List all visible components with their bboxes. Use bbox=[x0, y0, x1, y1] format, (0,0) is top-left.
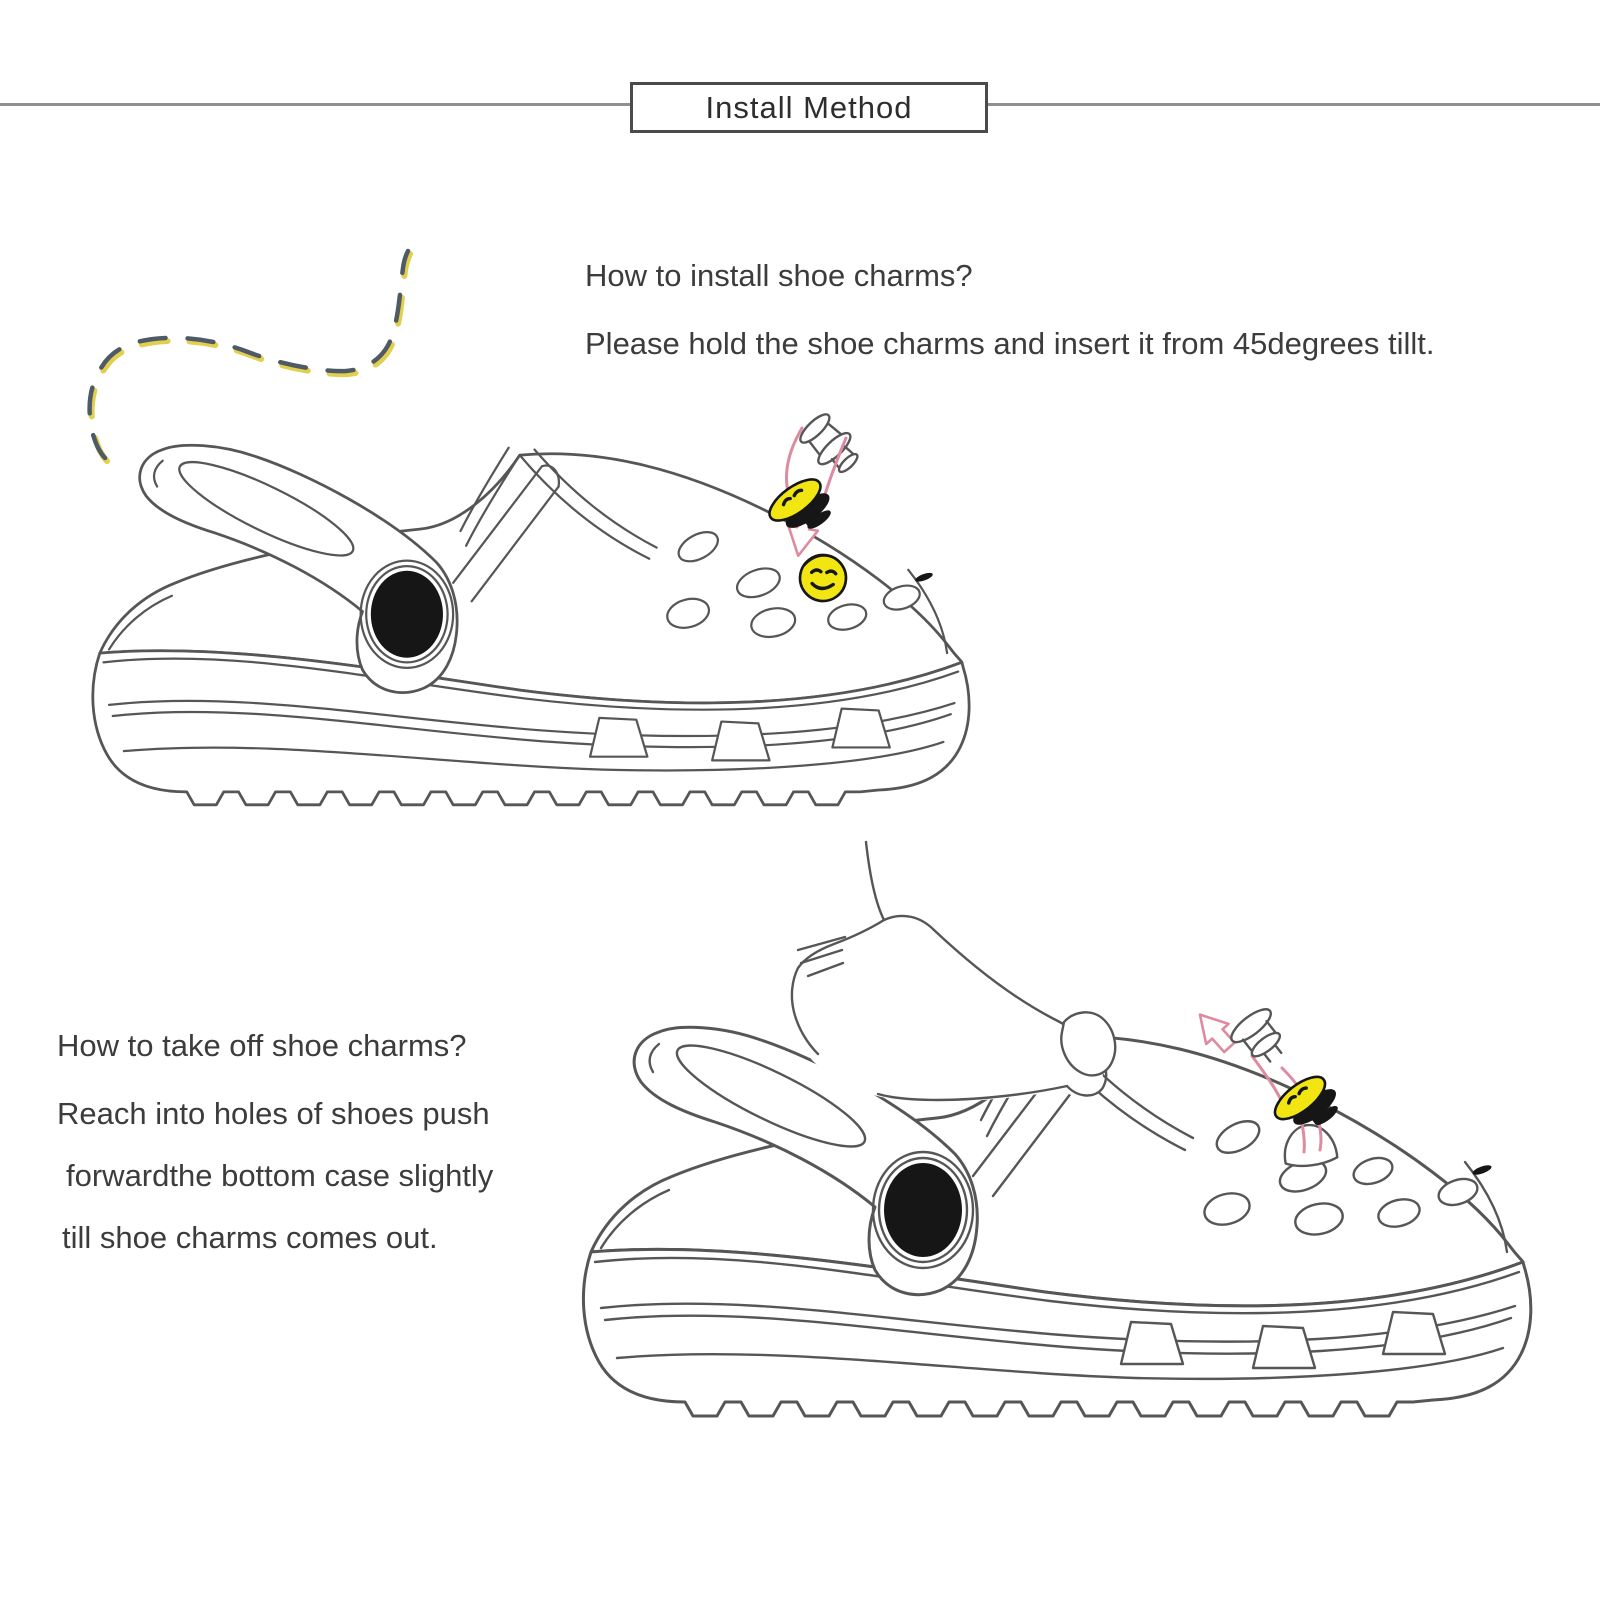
hand-icon bbox=[792, 840, 1115, 1102]
install-heading: How to install shoe charms? bbox=[585, 258, 973, 293]
charm-stud-icon bbox=[795, 409, 867, 481]
install-instruction: Please hold the shoe charms and insert it from 45degrees tillt. bbox=[585, 326, 1435, 361]
remove-illustration bbox=[583, 840, 1530, 1416]
install-illustration bbox=[90, 251, 970, 805]
remove-instruction-line-2: forwardthe bottom case slightly bbox=[66, 1158, 494, 1193]
page-title-label: Install Method bbox=[705, 89, 913, 125]
remove-heading: How to take off shoe charms? bbox=[57, 1028, 467, 1063]
remove-instruction-line-1: Reach into holes of shoes push bbox=[57, 1096, 490, 1131]
dashed-flourish-icon bbox=[90, 251, 410, 461]
remove-instruction-line-3: till shoe charms comes out. bbox=[62, 1220, 438, 1255]
clog-shoe-icon bbox=[93, 445, 969, 805]
charm-stud-icon bbox=[1227, 1004, 1295, 1072]
